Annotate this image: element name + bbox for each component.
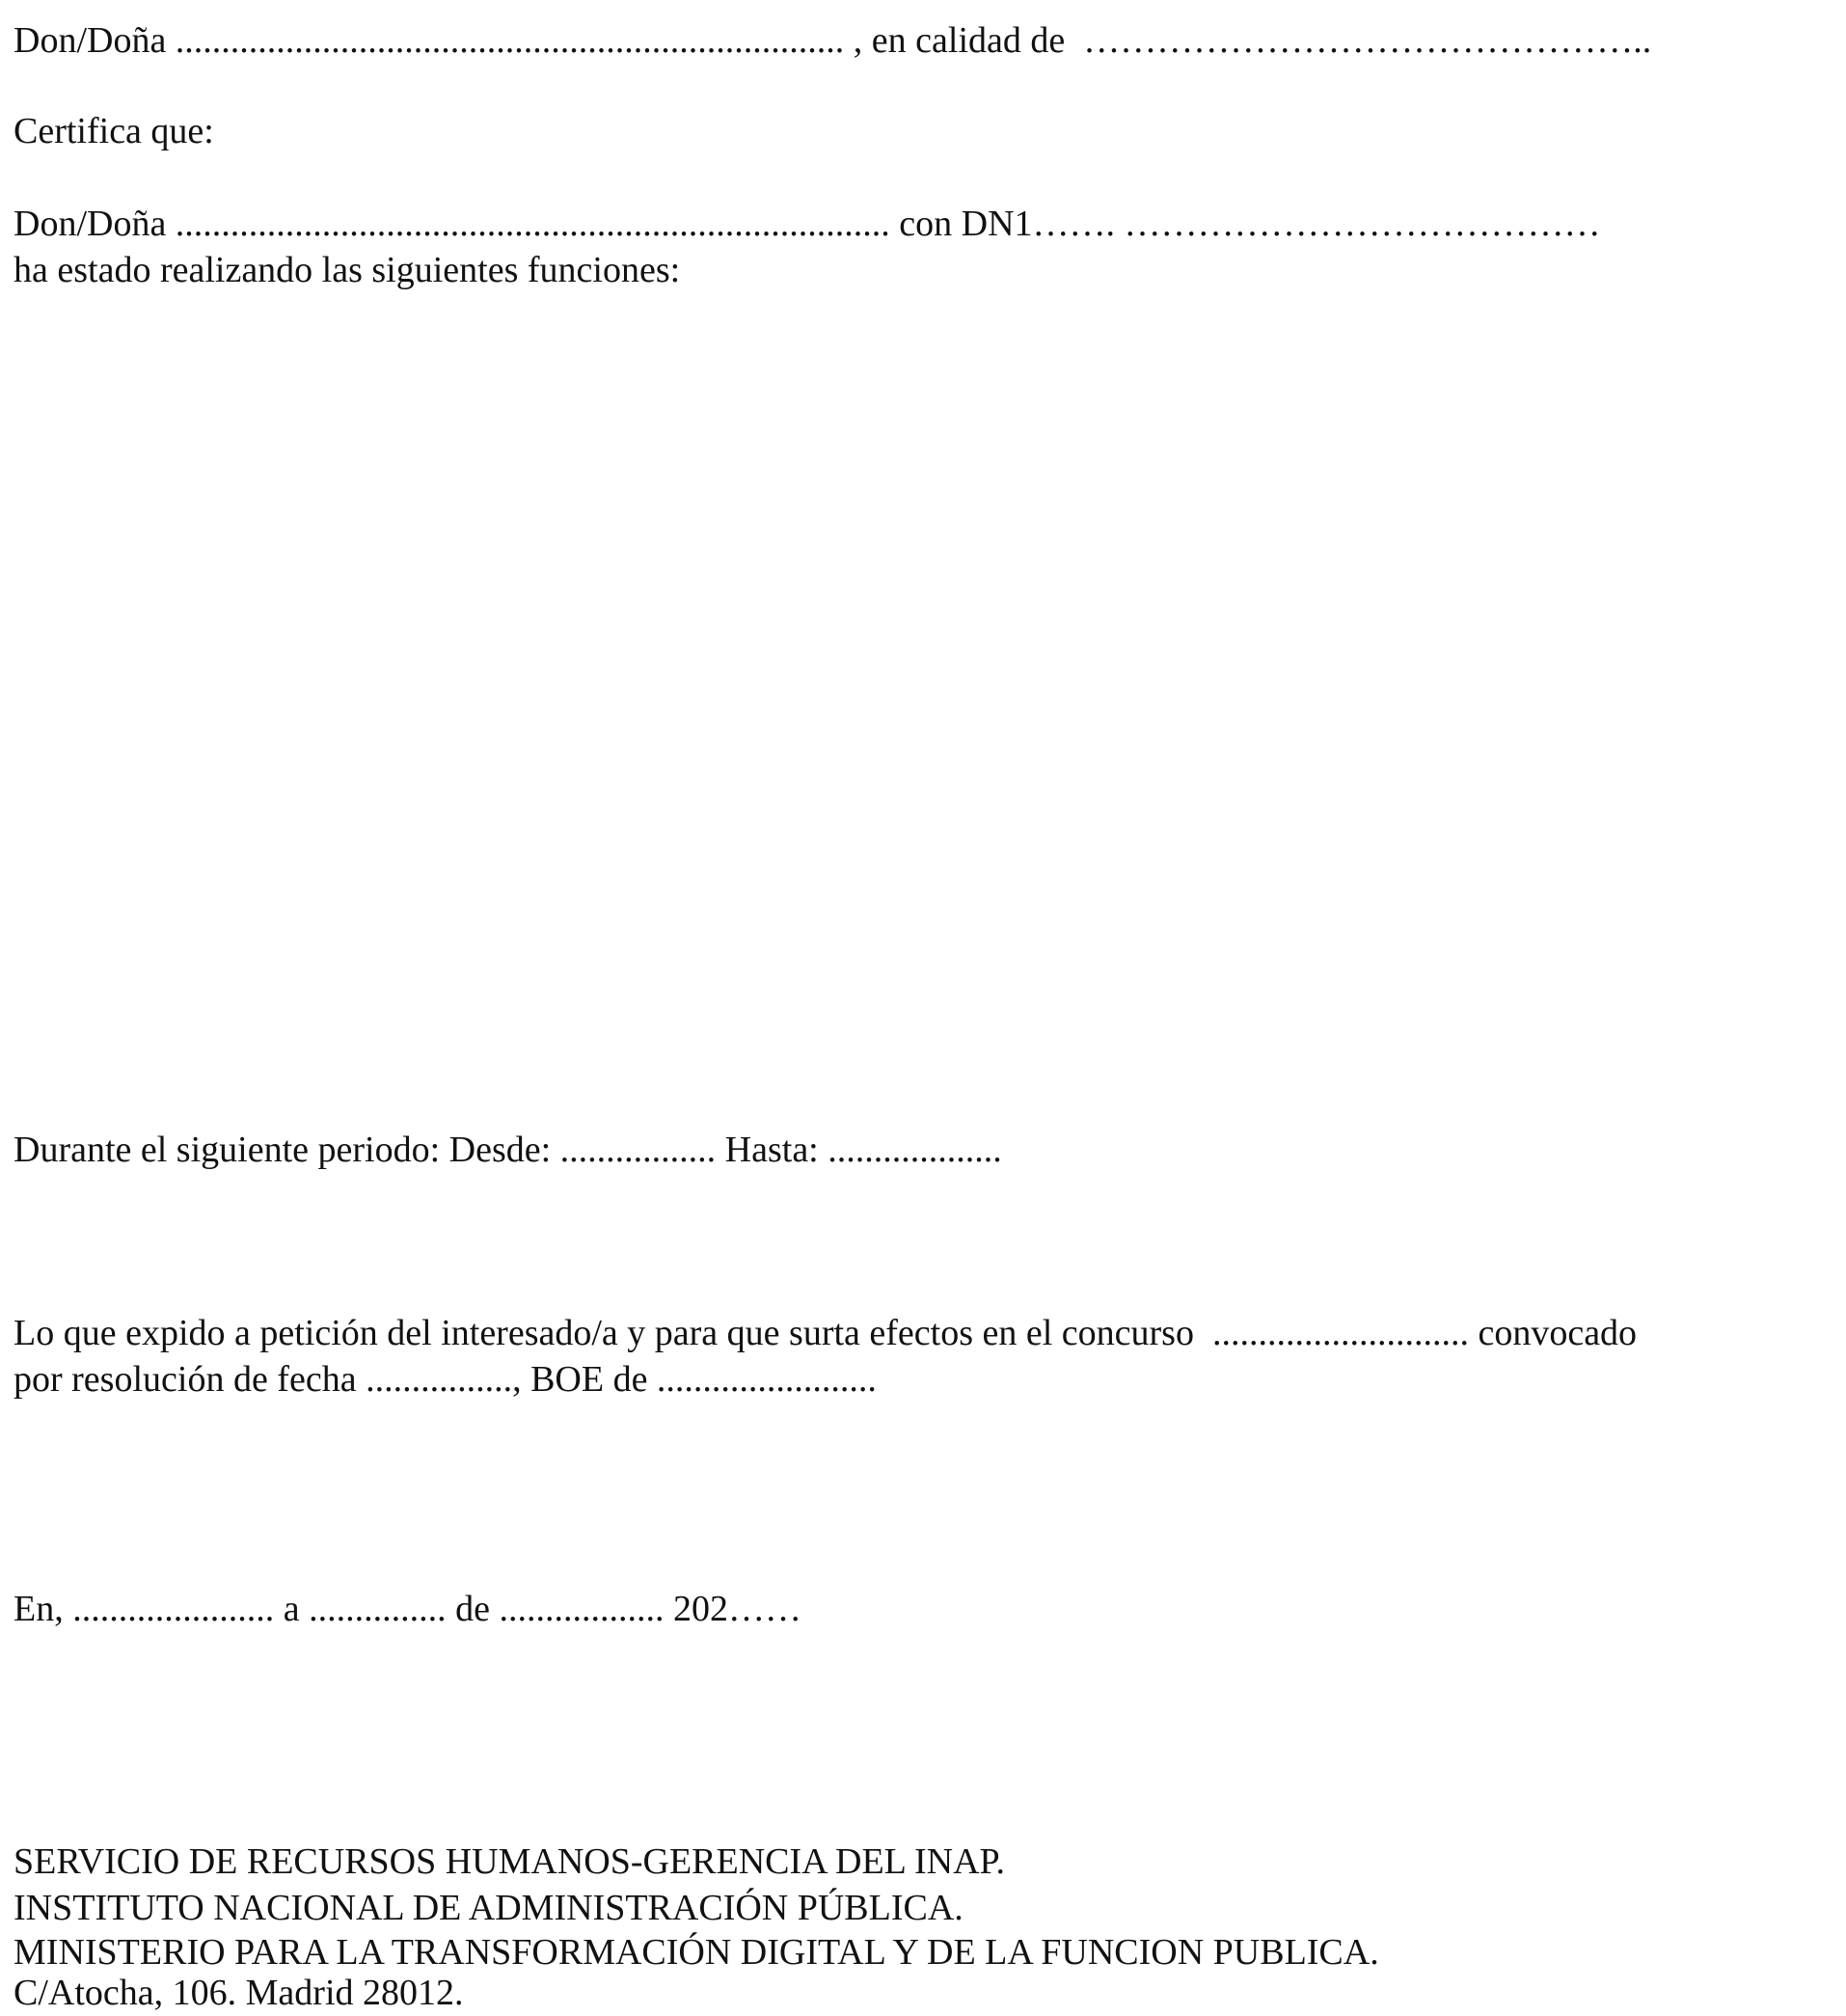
functions-line: ha estado realizando las siguientes funciones: (14, 250, 681, 290)
certifies-heading: Certifica que: (14, 111, 214, 151)
footer-address: C/Atocha, 106. Madrid 28012. (14, 1973, 464, 2013)
period-line: Durante el siguiente periodo: Desde: ................. Hasta: ................... (14, 1130, 1002, 1170)
person-line: Don/Doña .............................................................................. con DN1……. ………………………………… (14, 204, 1601, 244)
issue-line-1: Lo que expido a petición del interesado/a y para que surta efectos en el concurso ............................ convocado (14, 1313, 1638, 1353)
issue-line-2: por resolución de fecha ................, BOE de ........................ (14, 1359, 877, 1400)
footer-institute: INSTITUTO NACIONAL DE ADMINISTRACIÓN PÚBLICA. (14, 1888, 964, 1928)
footer-service: SERVICIO DE RECURSOS HUMANOS-GERENCIA DEL INAP. (14, 1841, 1005, 1882)
functions-blank-area (14, 299, 1807, 1109)
footer-ministry: MINISTERIO PARA LA TRANSFORMACIÓN DIGITAL Y DE LA FUNCION PUBLICA. (14, 1932, 1379, 1973)
issuer-line: Don/Doña ......................................................................... , en calidad de ……………………………………….. (14, 20, 1652, 61)
place-date-line: En, ...................... a ............... de .................. 202…… (14, 1589, 801, 1629)
